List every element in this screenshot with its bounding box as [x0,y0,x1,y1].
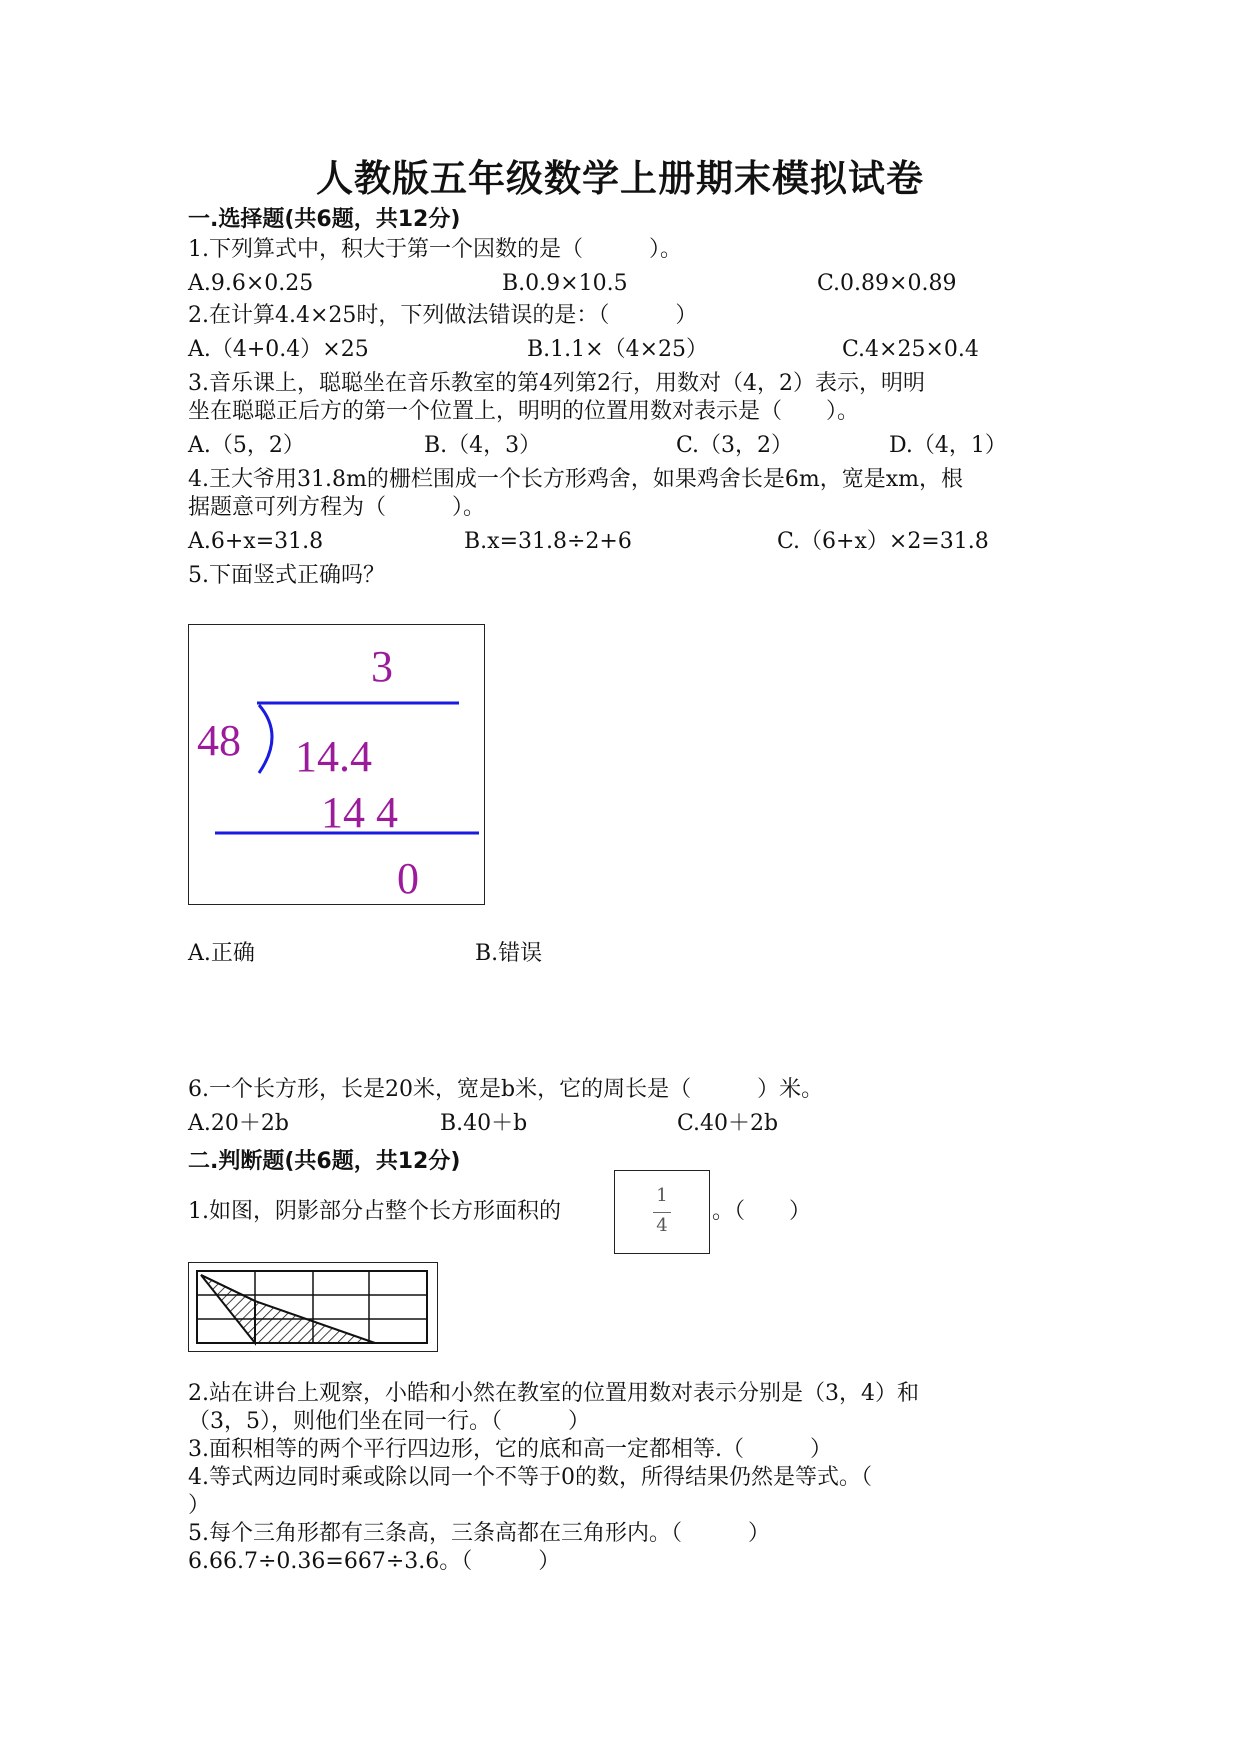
q4-option-a: A.6+x=31.8 [188,529,324,554]
q2-option-a: A.（4+0.4）×25 [188,337,369,362]
fraction-box [614,1170,710,1254]
division-dividend: 14.4 [295,732,372,781]
judge-1-text-after: 。（ ） [712,1199,812,1224]
judge-4-line2: ） [188,1493,211,1518]
shaded-rectangle-figure [188,1262,438,1352]
section-heading-judgement: 二.判断题(共6题，共12分) [188,1149,461,1174]
q3-option-b: B.（4，3） [424,433,542,458]
shaded-triangle-left [201,1275,255,1343]
shaded-triangle-right [255,1301,375,1343]
q6-option-c: C.40＋2b [677,1111,779,1136]
q2-option-c: C.4×25×0.4 [842,337,979,362]
judge-3-text: 3.面积相等的两个平行四边形，它的底和高一定都相等.（ ） [188,1437,832,1462]
question-6-text: 6.一个长方形，长是20米，宽是b米，它的周长是（ ）米。 [188,1077,824,1102]
q1-option-b: B.0.9×10.5 [502,271,628,296]
judge-2-line1: 2.站在讲台上观察，小皓和小然在教室的位置用数对表示分别是（3，4）和 [188,1381,919,1406]
division-product: 14 4 [321,788,398,837]
q3-option-d: D.（4，1） [889,433,1007,458]
shaded-rectangle-svg [189,1263,437,1351]
q5-option-a: A.正确 [188,941,255,966]
long-division-svg [189,625,484,904]
q2-option-b: B.1.1×（4×25） [527,337,709,362]
question-5-text: 5.下面竖式正确吗？ [188,563,385,588]
judge-6-text: 6.66.7÷0.36=667÷3.6。（ ） [188,1549,561,1574]
division-divisor: 48 [197,716,241,765]
question-2-text: 2.在计算4.4×25时，下列做法错误的是：（ ） [188,303,698,328]
question-3-line2: 坐在聪聪正后方的第一个位置上，明明的位置用数对表示是（ ）。 [188,399,860,424]
fraction-bar [653,1212,671,1213]
q6-option-b: B.40＋b [440,1111,528,1136]
question-1-text: 1.下列算式中，积大于第一个因数的是（ ）。 [188,237,682,262]
division-quotient: 3 [371,642,393,691]
fraction-denominator: 4 [656,1215,668,1236]
q5-option-b: B.错误 [475,941,543,966]
q3-option-a: A.（5，2） [188,433,305,458]
q4-option-c: C.（6+x）×2=31.8 [777,529,989,554]
judge-5-text: 5.每个三角形都有三条高，三条高都在三角形内。（ ） [188,1521,770,1546]
q1-option-a: A.9.6×0.25 [188,271,314,296]
fraction-numerator: 1 [656,1185,668,1206]
q1-option-c: C.0.89×0.89 [817,271,957,296]
q4-option-b: B.x=31.8÷2+6 [464,529,632,554]
q6-option-a: A.20＋2b [188,1111,289,1136]
judge-4-line1: 4.等式两边同时乘或除以同一个不等于0的数，所得结果仍然是等式。（ [188,1465,872,1490]
long-division-figure [188,624,485,905]
judge-2-line2: （3，5），则他们坐在同一行。（ ） [188,1409,590,1434]
q3-option-c: C.（3，2） [676,433,794,458]
question-4-line2: 据题意可列方程为（ ）。 [188,495,486,520]
section-heading-choice: 一.选择题(共6题，共12分) [188,207,461,232]
judge-1-text: 1.如图，阴影部分占整个长方形面积的 [188,1199,561,1224]
division-remainder: 0 [397,854,419,903]
page-title: 人教版五年级数学上册期末模拟试卷 [316,157,924,200]
question-4-line1: 4.王大爷用31.8m的栅栏围成一个长方形鸡舍，如果鸡舍长是6m，宽是xm，根 [188,467,963,492]
question-3-line1: 3.音乐课上，聪聪坐在音乐教室的第4列第2行，用数对（4，2）表示，明明 [188,371,925,396]
division-bracket [259,705,272,773]
